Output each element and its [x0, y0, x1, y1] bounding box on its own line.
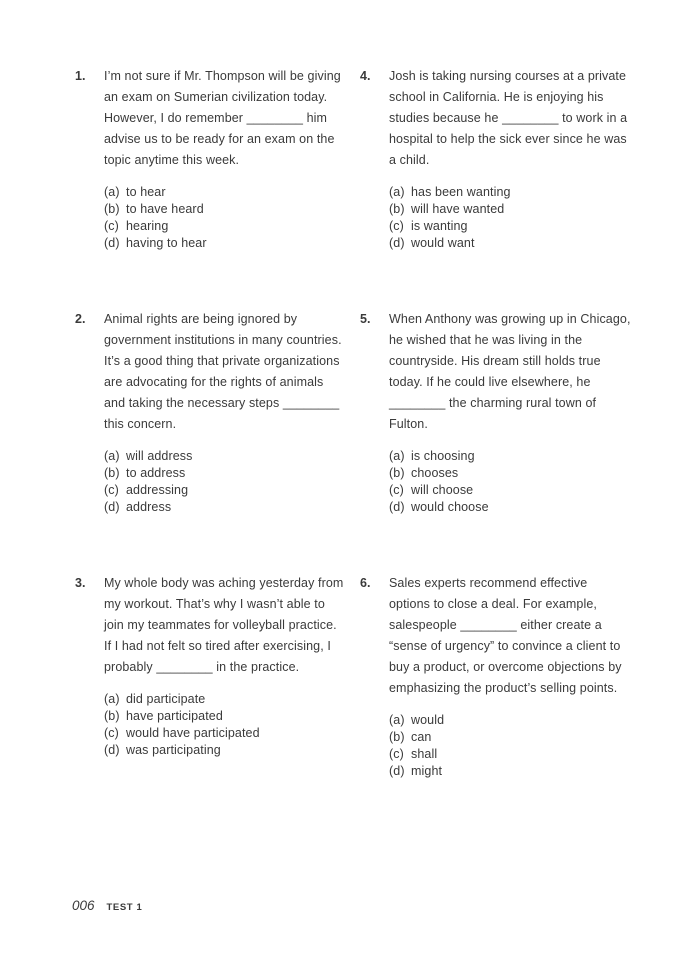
option-letter: (d) — [104, 743, 120, 757]
question-6 — [360, 573, 631, 780]
question-number: 2. — [75, 312, 86, 326]
question-2 — [75, 309, 346, 516]
option-c — [104, 482, 346, 499]
option-letter: (c) — [389, 483, 404, 497]
option-a — [104, 184, 346, 201]
options-list — [389, 184, 631, 252]
option-text: did participate — [126, 692, 206, 706]
option-letter: (c) — [104, 219, 119, 233]
option-text: can — [411, 730, 432, 744]
option-c — [389, 746, 631, 763]
option-d — [389, 763, 631, 780]
option-d — [389, 235, 631, 252]
option-c — [389, 482, 631, 499]
option-c — [104, 218, 346, 235]
option-b — [104, 708, 346, 725]
question-3 — [75, 573, 346, 780]
option-letter: (a) — [389, 713, 405, 727]
question-row-2 — [0, 309, 631, 516]
option-text: would choose — [411, 500, 489, 514]
question-body — [389, 309, 631, 516]
option-letter: (b) — [104, 466, 120, 480]
option-text: would want — [411, 236, 475, 250]
options-list — [104, 691, 346, 759]
question-body — [104, 66, 346, 252]
option-c — [104, 725, 346, 742]
option-a — [389, 184, 631, 201]
options-list — [389, 448, 631, 516]
question-5 — [360, 309, 631, 516]
option-text: was participating — [126, 743, 221, 757]
option-text: shall — [411, 747, 438, 761]
option-letter: (b) — [389, 202, 405, 216]
option-letter: (a) — [104, 449, 120, 463]
question-body — [389, 573, 631, 780]
test-label: TEST 1 — [106, 902, 143, 913]
option-text: to hear — [126, 185, 166, 199]
option-letter: (c) — [389, 219, 404, 233]
option-text: addressing — [126, 483, 189, 497]
option-letter: (d) — [389, 764, 405, 778]
question-number: 3. — [75, 576, 86, 590]
option-text: would have participated — [126, 726, 260, 740]
option-d — [389, 499, 631, 516]
question-text: My whole body was aching yesterday from my workout. That’s why I wasn’t able to join my teammates for volleyball practice. If I had not felt so tired after exercising, I probably ________ in the practice. — [104, 576, 344, 674]
option-c — [389, 218, 631, 235]
option-text: having to hear — [126, 236, 207, 250]
option-a — [104, 448, 346, 465]
question-text: I’m not sure if Mr. Thompson will be giving an exam on Sumerian civilization today. However, I do remember ________ him advise us to be ready for an exam on the topic anytime this week. — [104, 69, 341, 167]
question-text: Sales experts recommend effective options to close a deal. For example, salespeople ________ either create a “sense of urgency” to convince a client to buy a product, or overcome objections by emphasizing the product’s selling points. — [389, 576, 622, 695]
option-text: have participated — [126, 709, 223, 723]
option-letter: (c) — [104, 726, 119, 740]
option-letter: (b) — [389, 730, 405, 744]
option-d — [104, 235, 346, 252]
question-text: Animal rights are being ignored by government institutions in many countries. It’s a good thing that private organizations are advocating for the rights of animals and taking the necessary steps ________ this concern. — [104, 312, 342, 431]
option-letter: (b) — [389, 466, 405, 480]
option-text: will choose — [411, 483, 474, 497]
option-letter: (d) — [389, 500, 405, 514]
question-1 — [75, 66, 346, 252]
option-text: chooses — [411, 466, 459, 480]
question-number: 4. — [360, 69, 371, 83]
option-text: would — [411, 713, 445, 727]
question-body — [389, 66, 631, 252]
option-text: will address — [126, 449, 193, 463]
option-letter: (b) — [104, 709, 120, 723]
question-body — [104, 573, 346, 780]
option-text: has been wanting — [411, 185, 511, 199]
option-b — [104, 201, 346, 218]
option-letter: (a) — [389, 185, 405, 199]
question-body — [104, 309, 346, 516]
option-letter: (a) — [104, 185, 120, 199]
option-text: will have wanted — [411, 202, 505, 216]
question-number: 6. — [360, 576, 371, 590]
question-4 — [360, 66, 631, 252]
option-a — [389, 448, 631, 465]
option-text: is wanting — [411, 219, 468, 233]
options-list — [104, 448, 346, 516]
option-d — [104, 742, 346, 759]
option-letter: (a) — [389, 449, 405, 463]
option-b — [389, 729, 631, 746]
question-row-1 — [0, 66, 631, 252]
option-text: hearing — [126, 219, 169, 233]
page-footer — [72, 898, 142, 913]
option-b — [104, 465, 346, 482]
question-row-3 — [0, 573, 631, 780]
question-number: 1. — [75, 69, 86, 83]
option-text: to have heard — [126, 202, 204, 216]
option-letter: (c) — [104, 483, 119, 497]
page-number: 006 — [72, 898, 95, 913]
question-number: 5. — [360, 312, 371, 326]
option-letter: (a) — [104, 692, 120, 706]
options-list — [104, 184, 346, 252]
option-text: is choosing — [411, 449, 475, 463]
question-text: Josh is taking nursing courses at a private school in California. He is enjoying his studies because he ________ to work in a hospital to help the sick ever since he was a child. — [389, 69, 628, 167]
option-text: address — [126, 500, 172, 514]
option-d — [104, 499, 346, 516]
option-letter: (b) — [104, 202, 120, 216]
option-text: to address — [126, 466, 186, 480]
option-letter: (d) — [104, 500, 120, 514]
option-letter: (d) — [104, 236, 120, 250]
option-b — [389, 465, 631, 482]
question-text: When Anthony was growing up in Chicago, he wished that he was living in the countryside. His dream still holds true today. If he could live elsewhere, he ________ the charming rural town of Fulton. — [389, 312, 631, 431]
options-list — [389, 712, 631, 780]
option-letter: (c) — [389, 747, 404, 761]
option-b — [389, 201, 631, 218]
option-letter: (d) — [389, 236, 405, 250]
option-a — [104, 691, 346, 708]
option-a — [389, 712, 631, 729]
option-text: might — [411, 764, 443, 778]
